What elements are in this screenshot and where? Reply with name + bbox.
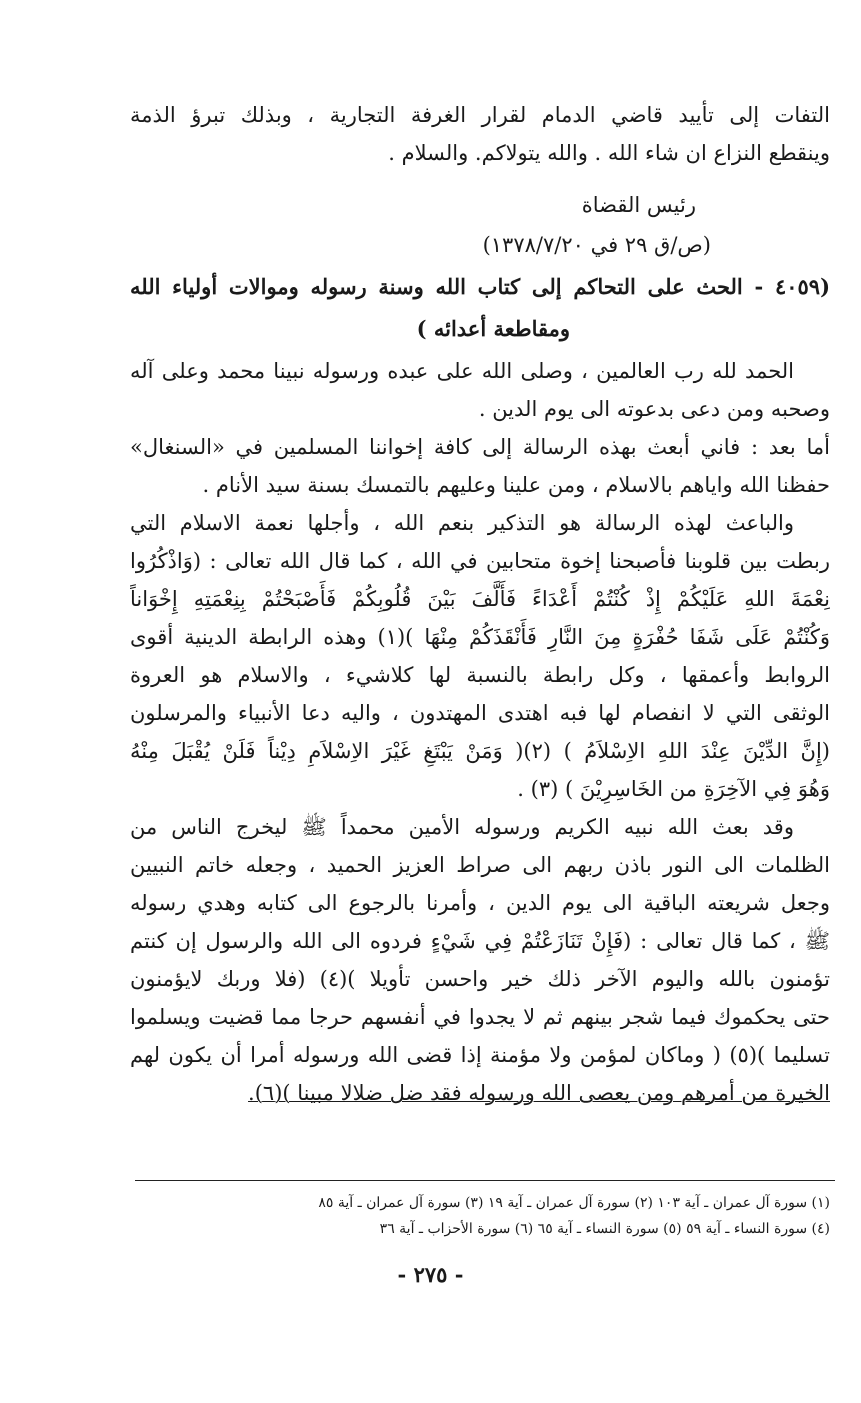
- body-text: [130, 352, 830, 1112]
- body-line: وجعل شريعته الباقية الى يوم الدين ، وأمرنا بالرجوع الى كتابه وهدي رسوله: [130, 891, 830, 915]
- body-line: الوثقى التي لا انفصام لها فبه اهتدى المهتدون ، واليه دعا الأنبياء والمرسلون: [130, 701, 830, 725]
- body-line: والباعث لهذه الرسالة هو التذكير بنعم الله ، وأجلها نعمة الاسلام التي: [130, 511, 794, 535]
- body-line: تؤمنون بالله واليوم الآخر ذلك خير واحسن تأويلا )(٤) (فلا وربك لايؤمنون: [130, 967, 830, 991]
- body-line: (إِنَّ الدِّيْنَ عِنْدَ اللهِ الاِسْلاَمُ ) (٢)( وَمَنْ يَبْتَغِ غَيْرَ الاِسْلاَمِ دِيْناً فَلَنْ يُقْبَلَ مِنْهُ: [130, 739, 830, 763]
- footnote-divider: [135, 1180, 835, 1181]
- body-line: ربطت بين قلوبنا فأصبحنا إخوة متحابين في الله ، كما قال الله تعالى : (وَاذْكُرُوا: [130, 549, 830, 573]
- top-line-1: التفات إلى تأييد قاضي الدمام لقرار الغرفة التجارية ، وبذلك تبرؤ الذمة: [130, 103, 830, 127]
- body-line: الظلمات الى النور باذن ربهم الى صراط العزيز الحميد ، وجعله خاتم النبيين: [130, 853, 830, 877]
- reference-number: (ص/ق ٢٩ في ١٣٧٨/٧/٢٠): [482, 233, 711, 257]
- body-line: الخيرة من أمرهم ومن يعصى الله ورسوله فقد ضل ضلالا مبينا )(٦).: [248, 1081, 830, 1105]
- body-line: الروابط وأعمقها ، وكل رابطة بالنسبة لها كلاشيء ، والاسلام هو العروة: [130, 663, 830, 687]
- page-number: - ٢٧٥ -: [397, 1262, 464, 1287]
- body-line: ﷺ ، كما قال تعالى : (فَإِنْ تَنَازَعْتُمْ فِي شَيْءٍ فردوه الى الله والرسول إن كنتم: [130, 929, 830, 953]
- section-heading: [130, 266, 830, 350]
- body-line: وصحبه ومن دعى بدعوته الى يوم الدين .: [478, 397, 830, 421]
- body-line: تسليما )(٥) ( وماكان لمؤمن ولا مؤمنة إذا قضى الله ورسوله أمرا أن يكون لهم: [130, 1043, 830, 1067]
- body-line: وقد بعث الله نبيه الكريم ورسوله الأمين محمداً ﷺ ليخرج الناس من: [130, 815, 794, 839]
- top-paragraph: [130, 96, 830, 172]
- heading-line-1: (٤٠٥٩ - الحث على التحاكم إلى كتاب الله وسنة رسوله وموالات أولياء الله: [130, 274, 830, 299]
- body-line: حتى يحكموك فيما شجر بينهم ثم لا يجدوا في أنفسهم حرجا مما قضيت ويسلموا: [130, 1005, 830, 1029]
- footnotes: [200, 1190, 830, 1242]
- footnote-line-2: (٤) سورة النساء ـ آية ٥٩ (٥) سورة النساء ـ آية ٦٥ (٦) سورة الأحزاب ـ آية ٣٦: [379, 1221, 830, 1237]
- body-line: وَكُنْتُمْ عَلَى شَفَا حُفْرَةٍ مِنَ النَّارِ فَأَنْقَذَكُمْ مِنْهَا )(١) وهذه الرابطة الدينية أقوى: [130, 625, 830, 649]
- footnote-line-1: (١) سورة آل عمران ـ آية ١٠٣ (٢) سورة آل عمران ـ آية ١٩ (٣) سورة آل عمران ـ آية ٨٥: [318, 1195, 830, 1211]
- body-line: نِعْمَةَ اللهِ عَلَيْكُمْ إِذْ كُنْتُمْ أَعْدَاءً فَأَلَّفَ بَيْنَ قُلُوبِكُمْ فَأَصْبَحْتُمْ بِنِعْمَتِهِ إِخْوَاناً: [130, 587, 830, 611]
- body-line: أما بعد : فاني أبعث بهذه الرسالة إلى كافة إخواننا المسلمين في «السنغال»: [130, 435, 830, 459]
- body-line: وَهُوَ فِي الآخِرَةِ من الخَاسِرِيْنَ ) (٣) .: [517, 777, 830, 801]
- body-line: الحمد لله رب العالمين ، وصلى الله على عبده ورسوله نبينا محمد وعلى آله: [130, 359, 794, 383]
- body-line: حفظنا الله واياهم بالاسلام ، ومن علينا وعليهم بالتمسك بسنة سيد الأنام .: [202, 473, 830, 497]
- signature: رئيس القضاة: [581, 193, 696, 217]
- heading-line-2: ومقاطعة أعدائه ): [416, 316, 570, 341]
- top-line-2: وينقطع النزاع ان شاء الله . والله يتولاكم. والسلام .: [388, 141, 830, 165]
